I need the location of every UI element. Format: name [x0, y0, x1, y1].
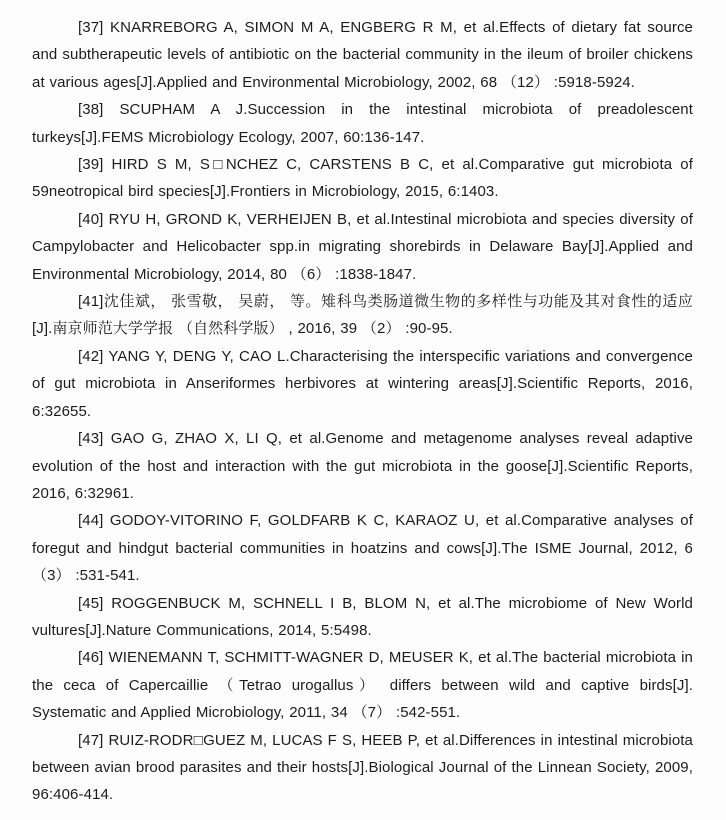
reference-42: [42] YANG Y, DENG Y, CAO L.Characterising the interspecific variations and convergence of gut microbiota in Anseriformes herbivores at wintering areas[J].Scientific Reports, 2016, 6:32655.	[32, 347, 693, 420]
reference-44: [44] GODOY-VITORINO F, GOLDFARB K C, KARAOZ U, et al.Comparative analyses of foregut and hindgut bacterial communities in hoatzins and cows[J].The ISME Journal, 2012, 6 （3） :531-541.	[32, 512, 693, 585]
reference-46: [46] WIENEMANN T, SCHMITT-WAGNER D, MEUSER K, et al.The bacterial microbiota in the ceca of Capercaillie （Tetrao urogallus） differs between wild and captive birds[J]. Systematic and Applied Microbiology, 2011, 34 （7） :542-551.	[32, 649, 693, 722]
reference-40: [40] RYU H, GROND K, VERHEIJEN B, et al.Intestinal microbiota and species diversity of Campylobacter and Helicobacter spp.in migrating shorebirds in Delaware Bay[J].Applied and Environmental Microbiology, 2014, 80 （6） :1838-1847.	[32, 210, 693, 283]
reference-45: [45] ROGGENBUCK M, SCHNELL I B, BLOM N, et al.The microbiome of New World vultures[J].Nature Communications, 2014, 5:5498.	[32, 594, 693, 639]
reference-38: [38] SCUPHAM A J.Succession in the intestinal microbiota of preadolescent turkeys[J].FEMS Microbiology Ecology, 2007, 60:136-147.	[32, 101, 693, 146]
reference-41: [41]沈佳斌， 张雪敬， 吴蔚， 等。雉科鸟类肠道微生物的多样性与功能及其对食性的适应[J].南京师范大学学报 （自然科学版） , 2016, 39 （2） :90-95.	[32, 293, 693, 338]
reference-37: [37] KNARREBORG A, SIMON M A, ENGBERG R M, et al.Effects of dietary fat source and subtherapeutic levels of antibiotic on the bacterial community in the ileum of broiler chickens at various ages[J].Applied and Environmental Microbiology, 2002, 68 （12） :5918-5924.	[32, 19, 693, 91]
reference-39: [39] HIRD S M, S□NCHEZ C, CARSTENS B C, et al.Comparative gut microbiota of 59neotropical bird species[J].Frontiers in Microbiology, 2015, 6:1403.	[32, 156, 693, 201]
reference-43: [43] GAO G, ZHAO X, LI Q, et al.Genome and metagenome analyses reveal adaptive evolution of the host and interaction with the gut microbiota in the goose[J].Scientific Reports, 2016, 6:32961.	[32, 430, 693, 502]
reference-47: [47] RUIZ-RODR□GUEZ M, LUCAS F S, HEEB P, et al.Differences in intestinal microbiota between avian brood parasites and their hosts[J].Biological Journal of the Linnean Society, 2009, 96:406-414.	[32, 731, 693, 804]
